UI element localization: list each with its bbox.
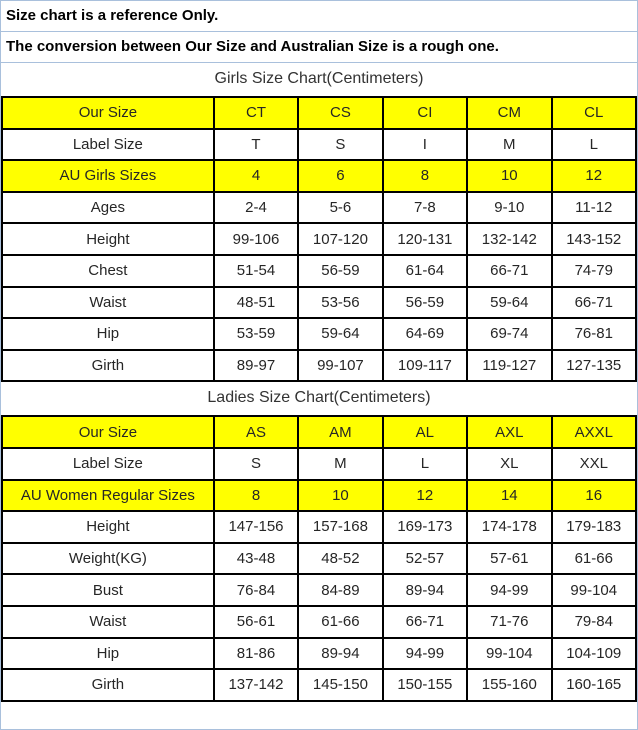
cell-value: CT [214, 97, 298, 129]
cell-value: CM [467, 97, 551, 129]
cell-value: 14 [467, 480, 551, 512]
cell-value: 66-71 [552, 287, 636, 319]
row-label: Waist [2, 287, 214, 319]
cell-value: 2-4 [214, 192, 298, 224]
cell-value: 12 [552, 160, 636, 192]
cell-value: 99-107 [298, 350, 382, 382]
cell-value: 132-142 [467, 223, 551, 255]
row-label: Our Size [2, 97, 214, 129]
cell-value: 59-64 [467, 287, 551, 319]
cell-value: 74-79 [552, 255, 636, 287]
table-row [2, 543, 636, 575]
cell-value: 79-84 [552, 606, 636, 638]
table-row [2, 129, 636, 161]
cell-value: 61-64 [383, 255, 467, 287]
cell-value: 150-155 [383, 669, 467, 701]
cell-value: CS [298, 97, 382, 129]
cell-value: 69-74 [467, 318, 551, 350]
cell-value: 99-104 [467, 638, 551, 670]
reference-note: Size chart is a reference Only. [1, 1, 637, 32]
cell-value: 169-173 [383, 511, 467, 543]
cell-value: 52-57 [383, 543, 467, 575]
cell-value: 84-89 [298, 574, 382, 606]
cell-value: I [383, 129, 467, 161]
row-label: Weight(KG) [2, 543, 214, 575]
cell-value: AL [383, 416, 467, 448]
cell-value: 99-106 [214, 223, 298, 255]
cell-value: 48-51 [214, 287, 298, 319]
row-label: Our Size [2, 416, 214, 448]
cell-value: 157-168 [298, 511, 382, 543]
cell-value: 174-178 [467, 511, 551, 543]
cell-value: 104-109 [552, 638, 636, 670]
cell-value: S [214, 448, 298, 480]
row-label: Hip [2, 318, 214, 350]
cell-value: 76-81 [552, 318, 636, 350]
cell-value: 109-117 [383, 350, 467, 382]
cell-value: 137-142 [214, 669, 298, 701]
row-label: Label Size [2, 448, 214, 480]
cell-value: 81-86 [214, 638, 298, 670]
cell-value: 53-59 [214, 318, 298, 350]
ladies-size-table [1, 415, 637, 701]
cell-value: CI [383, 97, 467, 129]
cell-value: 120-131 [383, 223, 467, 255]
cell-value: 12 [383, 480, 467, 512]
row-label: Label Size [2, 129, 214, 161]
cell-value: 10 [298, 480, 382, 512]
girls-chart-title: Girls Size Chart(Centimeters) [214, 70, 424, 87]
cell-value: CL [552, 97, 636, 129]
cell-value: 66-71 [467, 255, 551, 287]
cell-value: M [467, 129, 551, 161]
table-row [2, 192, 636, 224]
cell-value: L [383, 448, 467, 480]
cell-value: 71-76 [467, 606, 551, 638]
cell-value: 76-84 [214, 574, 298, 606]
cell-value: 48-52 [298, 543, 382, 575]
cell-value: 145-150 [298, 669, 382, 701]
table-row [2, 287, 636, 319]
row-label: Girth [2, 669, 214, 701]
cell-value: L [552, 129, 636, 161]
cell-value: 89-94 [298, 638, 382, 670]
table-row [2, 669, 636, 701]
row-label: Ages [2, 192, 214, 224]
cell-value: 43-48 [214, 543, 298, 575]
cell-value: 8 [214, 480, 298, 512]
cell-value: 51-54 [214, 255, 298, 287]
table-row [2, 255, 636, 287]
cell-value: M [298, 448, 382, 480]
row-label: Waist [2, 606, 214, 638]
row-label: Girth [2, 350, 214, 382]
cell-value: AXL [467, 416, 551, 448]
table-row [2, 606, 636, 638]
cell-value: XXL [552, 448, 636, 480]
cell-value: 107-120 [298, 223, 382, 255]
cell-value: T [214, 129, 298, 161]
cell-value: 61-66 [552, 543, 636, 575]
cell-value: 56-61 [214, 606, 298, 638]
cell-value: S [298, 129, 382, 161]
cell-value: 155-160 [467, 669, 551, 701]
row-label: Height [2, 511, 214, 543]
row-label: Bust [2, 574, 214, 606]
cell-value: AM [298, 416, 382, 448]
cell-value: 11-12 [552, 192, 636, 224]
cell-value: 94-99 [467, 574, 551, 606]
cell-value: 89-97 [214, 350, 298, 382]
table-row [2, 97, 636, 129]
table-row [2, 318, 636, 350]
table-row [2, 448, 636, 480]
row-label: Hip [2, 638, 214, 670]
cell-value: 5-6 [298, 192, 382, 224]
girls-size-table [1, 96, 637, 382]
table-row [2, 480, 636, 512]
table-row [2, 223, 636, 255]
table-row [2, 574, 636, 606]
cell-value: 56-59 [383, 287, 467, 319]
cell-value: 64-69 [383, 318, 467, 350]
table-row [2, 350, 636, 382]
cell-value: 179-183 [552, 511, 636, 543]
cell-value: XL [467, 448, 551, 480]
cell-value: 8 [383, 160, 467, 192]
table-row [2, 160, 636, 192]
conversion-note: The conversion between Our Size and Australian Size is a rough one. [1, 32, 637, 63]
row-label: Chest [2, 255, 214, 287]
cell-value: 10 [467, 160, 551, 192]
cell-value: 119-127 [467, 350, 551, 382]
cell-value: AS [214, 416, 298, 448]
table-row [2, 416, 636, 448]
cell-value: 56-59 [298, 255, 382, 287]
cell-value: 127-135 [552, 350, 636, 382]
cell-value: 9-10 [467, 192, 551, 224]
cell-value: 143-152 [552, 223, 636, 255]
row-label: Height [2, 223, 214, 255]
row-label: AU Women Regular Sizes [2, 480, 214, 512]
cell-value: 53-56 [298, 287, 382, 319]
cell-value: 57-61 [467, 543, 551, 575]
cell-value: 4 [214, 160, 298, 192]
table-row [2, 511, 636, 543]
cell-value: 16 [552, 480, 636, 512]
cell-value: 66-71 [383, 606, 467, 638]
ladies-chart-title: Ladies Size Chart(Centimeters) [207, 389, 431, 407]
cell-value: 59-64 [298, 318, 382, 350]
cell-value: 160-165 [552, 669, 636, 701]
table-row [2, 638, 636, 670]
row-label: AU Girls Sizes [2, 160, 214, 192]
cell-value: 147-156 [214, 511, 298, 543]
cell-value: 99-104 [552, 574, 636, 606]
cell-value: 6 [298, 160, 382, 192]
cell-value: 7-8 [383, 192, 467, 224]
cell-value: 89-94 [383, 574, 467, 606]
cell-value: 61-66 [298, 606, 382, 638]
cell-value: 94-99 [383, 638, 467, 670]
cell-value: AXXL [552, 416, 636, 448]
